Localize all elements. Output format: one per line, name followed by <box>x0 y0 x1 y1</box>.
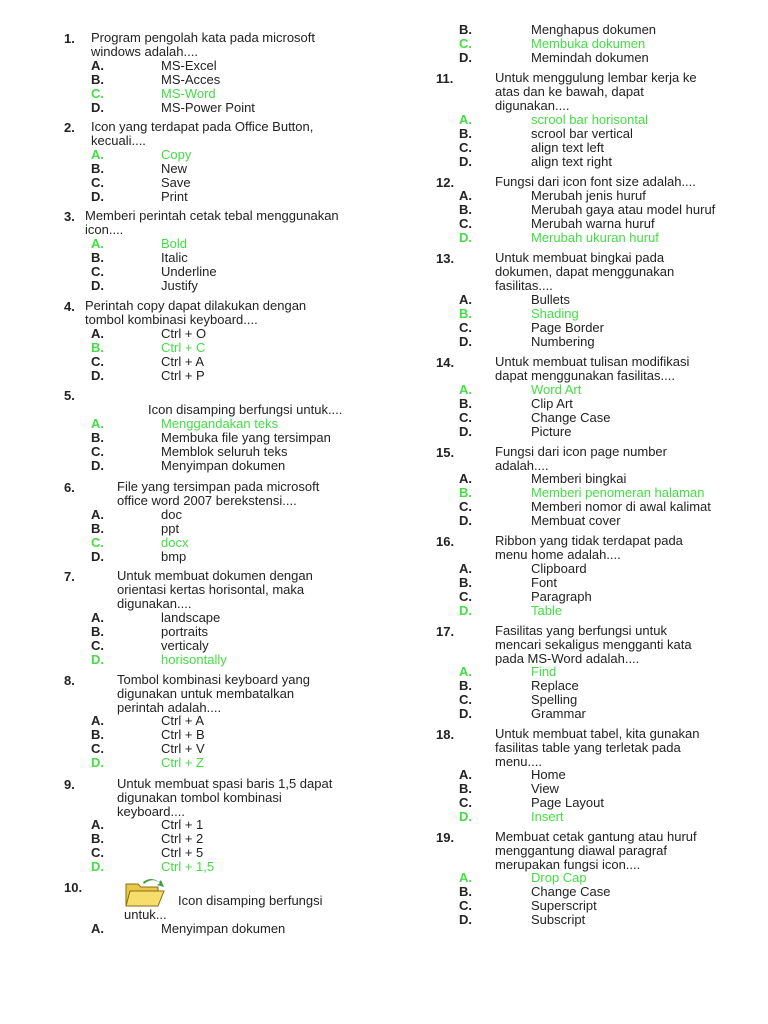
question-13: 13. Untuk membuat bingkai pada dokumen, dapat menggunakan fasilitas.... A. Bullets B. Shading C. Page Border D. Numbering <box>436 251 756 293</box>
question-8: 8. Tombol kombinasi keyboard yang digunakan untuk membatalkan perintah adalah.... A. Ctrl + A B. Ctrl + B C. Ctrl + V D. Ctrl + Z <box>64 673 384 715</box>
question-16: 16. Ribbon yang tidak terdapat pada menu home adalah.... A. Clipboard B. Font C. Paragraph D. Table <box>436 534 756 562</box>
question-text: Untuk menggulung lembar kerja ke atas dan ke bawah, dapat digunakan.... <box>495 70 697 113</box>
question-number: 8. <box>64 673 75 688</box>
question-text: Untuk membuat tabel, kita gunakan fasilitas table yang terletak pada menu.... <box>495 726 700 769</box>
question-text-cont: untuk... <box>124 907 167 922</box>
question-text: Program pengolah kata pada microsoft windows adalah.... <box>91 30 316 59</box>
question-text: File yang tersimpan pada microsoft office word 2007 berekstensi.... <box>117 479 320 508</box>
question-text: Perintah copy dapat dilakukan dengan tombol kombinasi keyboard.... <box>85 298 307 327</box>
question-text: Membuat cetak gantung atau huruf menggantung diawal paragraf merupakan fungsi icon.... <box>495 829 697 872</box>
question-9: 9. Untuk membuat spasi baris 1,5 dapat digunakan tombol kombinasi keyboard.... A. Ctrl + 1 B. Ctrl + 2 C. Ctrl + 5 D. Ctrl + 1,5 <box>64 777 384 819</box>
question-17: 17. Fasilitas yang berfungsi untuk mencari sekaligus mengganti kata pada MS-Word adalah.... A. Find B. Replace C. Spelling D. Grammar <box>436 624 756 666</box>
question-text: Ribbon yang tidak terdapat pada menu home adalah.... <box>495 533 683 562</box>
question-4: 4. Perintah copy dapat dilakukan dengan tombol kombinasi keyboard.... A. Ctrl + O B. Ctrl + C C. Ctrl + A D. Ctrl + P <box>64 299 384 327</box>
question-number: 13. <box>436 251 455 266</box>
question-2: 2. Icon yang terdapat pada Office Button, kecuali.... A. Copy B. New C. Save D. Print <box>64 120 384 148</box>
question-number: 3. <box>64 209 75 224</box>
question-number: 19. <box>436 830 455 845</box>
question-text: Icon disamping berfungsi untuk.... <box>148 402 343 417</box>
question-number: 2. <box>64 120 75 135</box>
question-text: Untuk membuat dokumen dengan orientasi kertas horisontal, maka digunakan.... <box>117 568 313 611</box>
question-number: 15. <box>436 445 455 460</box>
question-number: 9. <box>64 777 75 792</box>
question-number: 17. <box>436 624 455 639</box>
question-number: 1. <box>64 31 75 46</box>
question-19: 19. Membuat cetak gantung atau huruf menggantung diawal paragraf merupakan fungsi icon.... A. Drop Cap B. Change Case C. Superscript D. Subscript <box>436 830 756 872</box>
question-15: 15. Fungsi dari icon page number adalah.... A. Memberi bingkai B. Memberi penomeran halaman C. Memberi nomor di awal kalimat D. Membuat cover <box>436 445 756 473</box>
question-1: 1. Program pengolah kata pada microsoft windows adalah.... A. MS-Excel B. MS-Acces C. MS-Word D. MS-Power Point <box>64 31 384 59</box>
question-number: 12. <box>436 175 455 190</box>
question-18: 18. Untuk membuat tabel, kita gunakan fasilitas table yang terletak pada menu.... A. Home B. View C. Page Layout D. Insert <box>436 727 756 769</box>
question-number: 14. <box>436 355 455 370</box>
question-text: Untuk membuat bingkai pada dokumen, dapat menggunakan fasilitas.... <box>495 250 675 293</box>
question-text: Icon yang terdapat pada Office Button, kecuali.... <box>91 119 314 148</box>
question-number: 18. <box>436 727 455 742</box>
open-folder-icon <box>124 878 166 908</box>
question-text: Tombol kombinasi keyboard yang digunakan untuk membatalkan perintah adalah.... <box>117 672 310 715</box>
question-12: 12. Fungsi dari icon font size adalah.... A. Merubah jenis huruf B. Merubah gaya atau model huruf C. Merubah warna huruf D. Merubah ukuran huruf <box>436 175 756 189</box>
question-number: 7. <box>64 569 75 584</box>
question-text: Fungsi dari icon font size adalah.... <box>495 174 696 189</box>
question-3: 3. Memberi perintah cetak tebal menggunakan icon.... A. Bold B. Italic C. Underline D. Justify <box>64 209 384 237</box>
question-text: Fungsi dari icon page number adalah.... <box>495 444 667 473</box>
question-text: Icon disamping berfungsi <box>178 893 323 908</box>
question-11: 11. Untuk menggulung lembar kerja ke atas dan ke bawah, dapat digunakan.... A. scrool bar horisontal B. scrool bar vertical C. align text left D. align text right <box>436 71 756 113</box>
question-text: Fasilitas yang berfungsi untuk mencari sekaligus mengganti kata pada MS-Word adalah.... <box>495 623 692 666</box>
question-number: 4. <box>64 299 75 314</box>
question-number: 11. <box>436 71 454 86</box>
question-number: 16. <box>436 534 455 549</box>
question-7: 7. Untuk membuat dokumen dengan orientasi kertas horisontal, maka digunakan.... A. landscape B. portraits C. verticaly D. horisontally <box>64 569 384 611</box>
question-text: Untuk membuat spasi baris 1,5 dapat digunakan tombol kombinasi keyboard.... <box>117 776 333 819</box>
question-14: 14. Untuk membuat tulisan modifikasi dapat menggunakan fasilitas.... A. Word Art B. Clip Art C. Change Case D. Picture <box>436 355 756 383</box>
question-text: Memberi perintah cetak tebal menggunakan icon.... <box>85 208 339 237</box>
question-number: 5. <box>64 388 75 403</box>
question-text: Untuk membuat tulisan modifikasi dapat menggunakan fasilitas.... <box>495 354 690 383</box>
question-number: 10. <box>64 880 83 895</box>
question-6: 6. File yang tersimpan pada microsoft office word 2007 berekstensi.... A. doc B. ppt C. docx D. bmp <box>64 480 384 508</box>
question-number: 6. <box>64 480 75 495</box>
